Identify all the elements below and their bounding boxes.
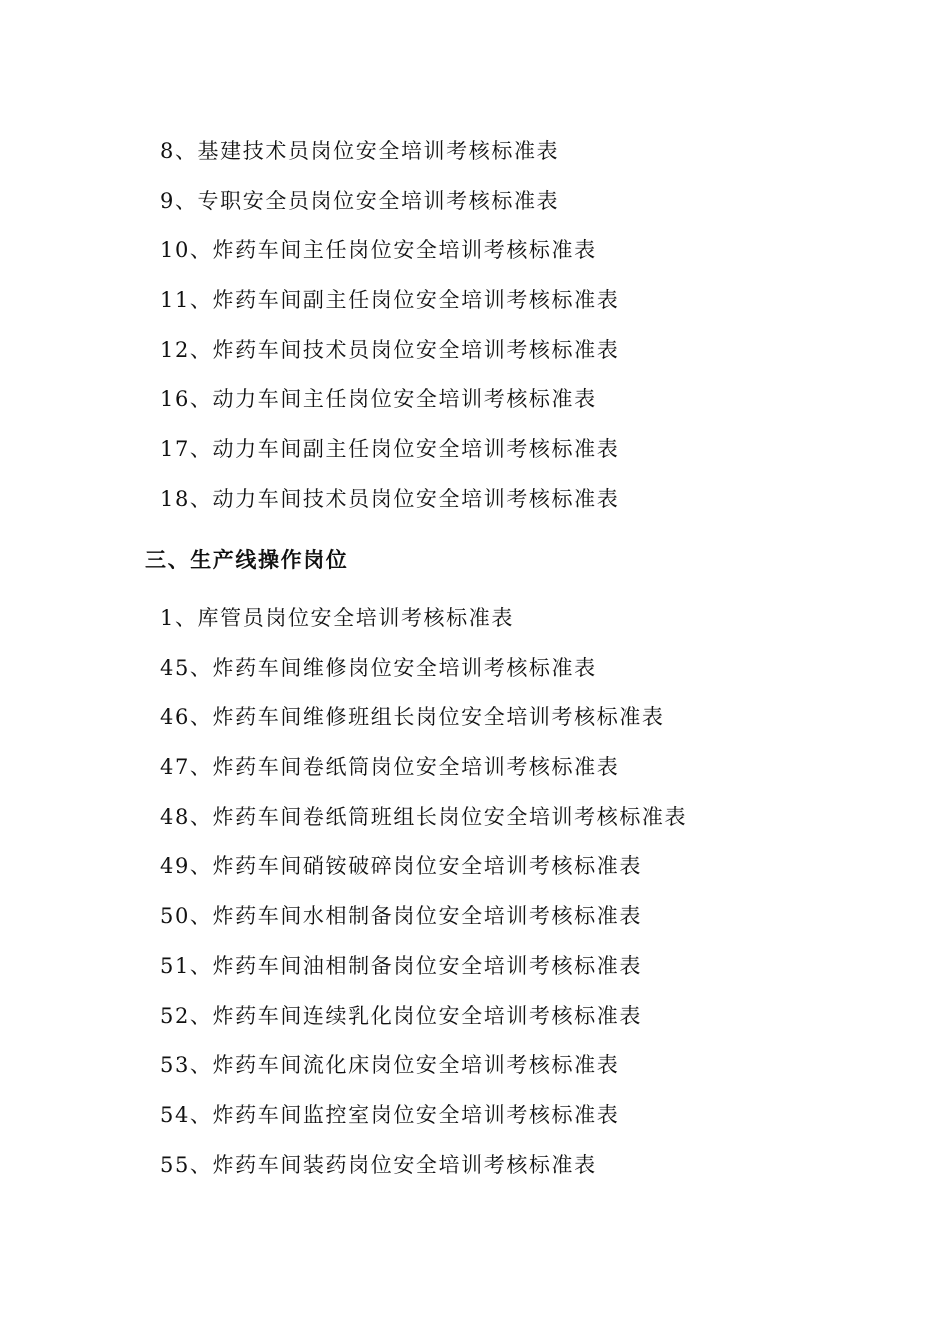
list-item: 47、炸药车间卷纸筒岗位安全培训考核标准表: [160, 755, 620, 780]
list-item: 55、炸药车间装药岗位安全培训考核标准表: [160, 1152, 597, 1177]
list-item: 12、炸药车间技术员岗位安全培训考核标准表: [160, 337, 620, 362]
standards-list-management: [160, 131, 619, 529]
list-item: 46、炸药车间维修班组长岗位安全培训考核标准表: [160, 705, 665, 730]
standards-list-production-line: [160, 598, 687, 1194]
section-heading: 三、生产线操作岗位: [145, 548, 349, 572]
list-item: 8、基建技术员岗位安全培训考核标准表: [160, 139, 560, 163]
list-item: 16、动力车间主任岗位安全培训考核标准表: [160, 387, 597, 412]
list-item: 52、炸药车间连续乳化岗位安全培训考核标准表: [160, 1003, 642, 1028]
list-item: 1、库管员岗位安全培训考核标准表: [160, 606, 514, 630]
list-item: 48、炸药车间卷纸筒班组长岗位安全培训考核标准表: [160, 804, 688, 829]
list-item: 54、炸药车间监控室岗位安全培训考核标准表: [160, 1102, 620, 1127]
list-item: 9、专职安全员岗位安全培训考核标准表: [160, 188, 560, 213]
list-item: 45、炸药车间维修岗位安全培训考核标准表: [160, 655, 597, 680]
list-item: 49、炸药车间硝铵破碎岗位安全培训考核标准表: [160, 854, 642, 879]
list-item: 18、动力车间技术员岗位安全培训考核标准表: [160, 486, 620, 511]
list-item: 50、炸药车间水相制备岗位安全培训考核标准表: [160, 904, 642, 929]
list-item: 17、动力车间副主任岗位安全培训考核标准表: [160, 437, 620, 462]
list-item: 53、炸药车间流化床岗位安全培训考核标准表: [160, 1053, 620, 1078]
list-item: 10、炸药车间主任岗位安全培训考核标准表: [160, 238, 597, 263]
list-item: 51、炸药车间油相制备岗位安全培训考核标准表: [160, 953, 642, 978]
list-item: 11、炸药车间副主任岗位安全培训考核标准表: [160, 288, 620, 313]
